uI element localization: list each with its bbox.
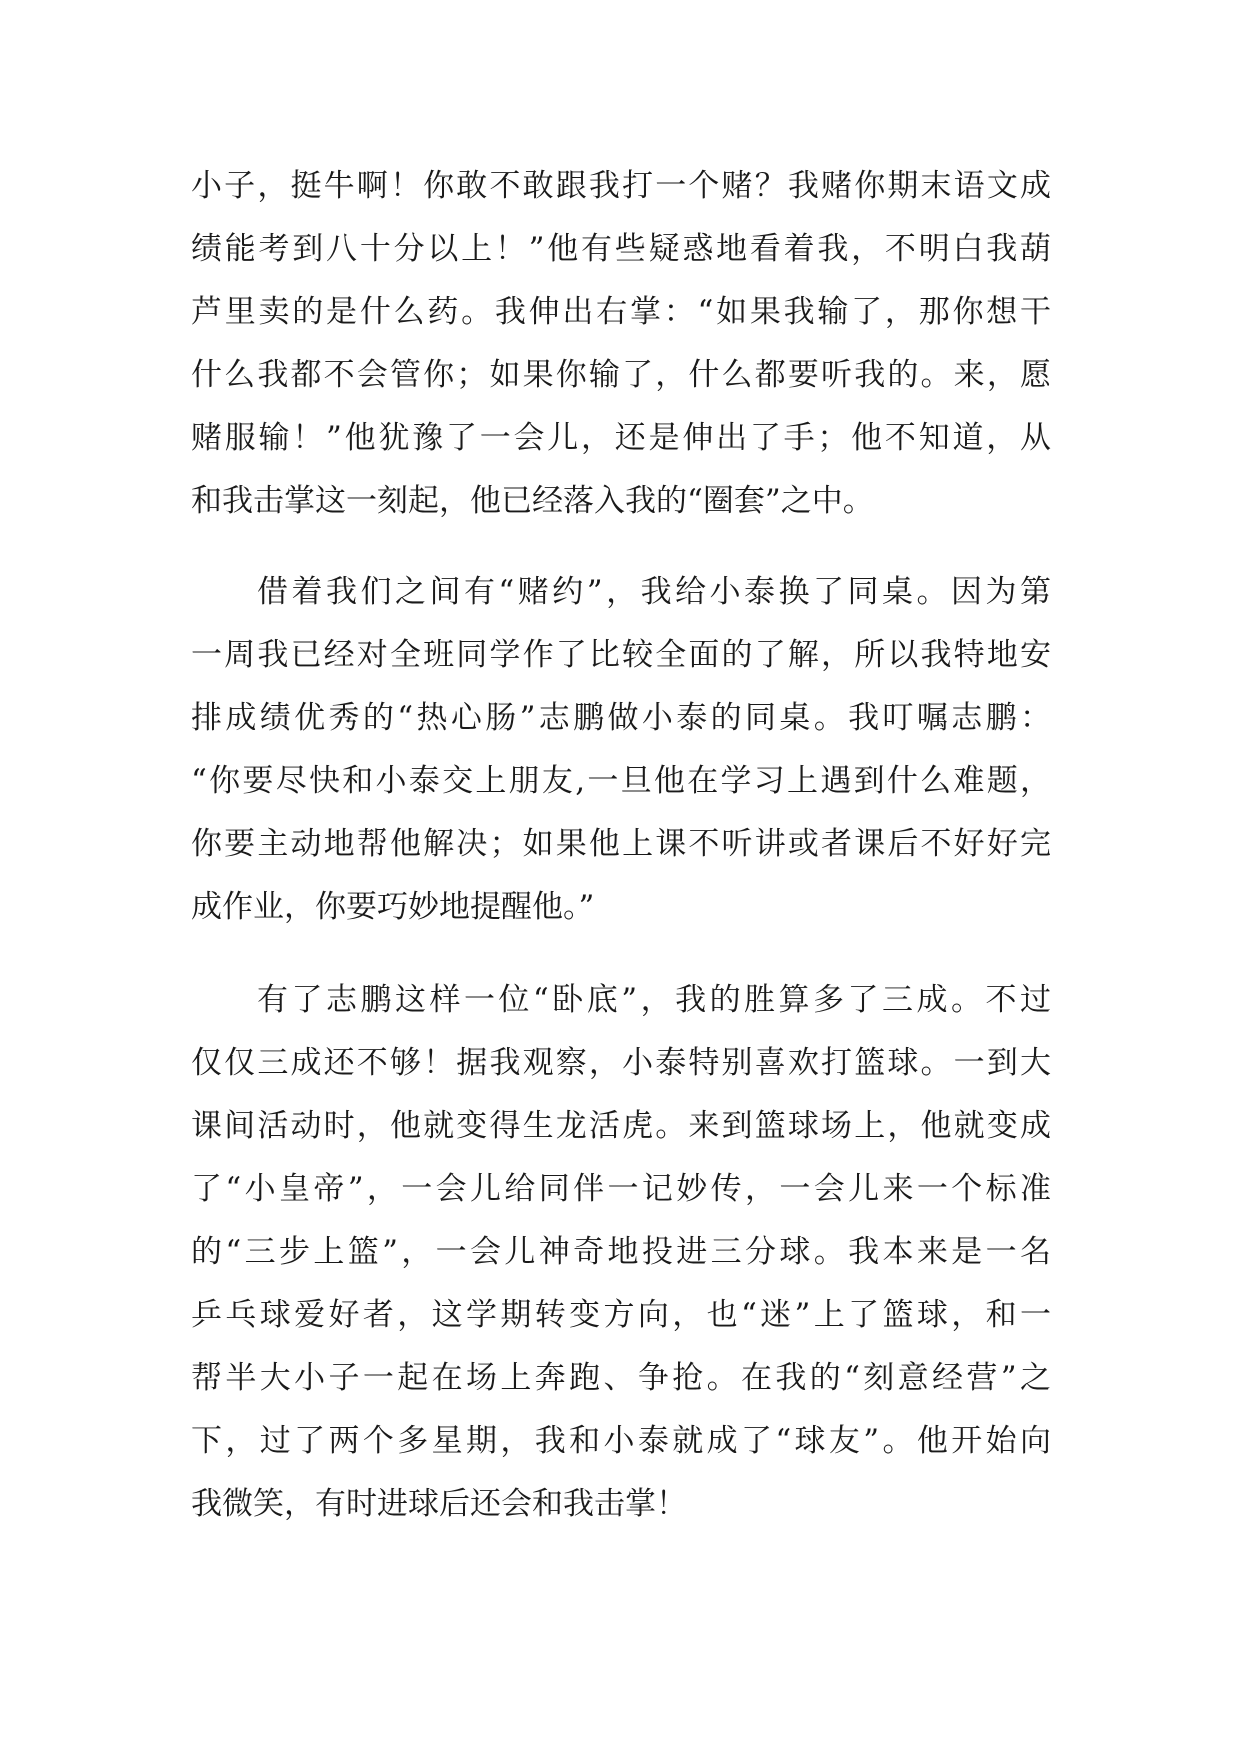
paragraph-line: 我微笑，有时进球后还会和我击掌！ bbox=[191, 1486, 687, 1522]
paragraph-line: 仅仅三成还不够！据我观察，小泰特别喜欢打篮球。一到大 bbox=[191, 1045, 1051, 1081]
paragraph-line: 排成绩优秀的“热心肠”志鹏做小泰的同桌。我叮嘱志鹏： bbox=[191, 700, 1051, 736]
paragraph-line: 课间活动时，他就变得生龙活虎。来到篮球场上，他就变成 bbox=[191, 1108, 1051, 1144]
paragraph-line: 的“三步上篮”，一会儿神奇地投进三分球。我本来是一名 bbox=[191, 1234, 1051, 1270]
paragraph-line: 赌服输！”他犹豫了一会儿，还是伸出了手；他不知道，从 bbox=[191, 420, 1051, 456]
paragraph-line: 绩能考到八十分以上！”他有些疑惑地看着我，不明白我葫 bbox=[191, 231, 1051, 267]
paragraph-first-line: 有了志鹏这样一位“卧底”，我的胜算多了三成。不过 bbox=[257, 982, 1051, 1018]
paragraph-line: 乒乓球爱好者，这学期转变方向，也“迷”上了篮球，和一 bbox=[191, 1297, 1051, 1333]
paragraph-2 bbox=[191, 561, 1051, 939]
paragraph-line: 下，过了两个多星期，我和小泰就成了“球友”。他开始向 bbox=[191, 1423, 1051, 1459]
paragraph-line: 成作业，你要巧妙地提醒他。” bbox=[191, 889, 595, 925]
paragraph-line: 小子，挺牛啊！你敢不敢跟我打一个赌？我赌你期末语文成 bbox=[191, 168, 1051, 204]
paragraph-line: 帮半大小子一起在场上奔跑、争抢。在我的“刻意经营”之 bbox=[191, 1360, 1051, 1396]
paragraph-line: 什么我都不会管你；如果你输了，什么都要听我的。来，愿 bbox=[191, 357, 1051, 393]
paragraph-line: 你要主动地帮他解决；如果他上课不听讲或者课后不好好完 bbox=[191, 826, 1051, 862]
paragraph-first-line: 借着我们之间有“赌约”，我给小泰换了同桌。因为第 bbox=[257, 574, 1051, 610]
paragraph-line: 一周我已经对全班同学作了比较全面的了解，所以我特地安 bbox=[191, 637, 1051, 673]
paragraph-line: 芦里卖的是什么药。我伸出右掌：“如果我输了，那你想干 bbox=[191, 294, 1051, 330]
paragraph-line: “你要尽快和小泰交上朋友,一旦他在学习上遇到什么难题， bbox=[191, 763, 1051, 799]
paragraph-line: 了“小皇帝”，一会儿给同伴一记妙传，一会儿来一个标准 bbox=[191, 1171, 1051, 1207]
paragraph-1 bbox=[191, 155, 1051, 533]
paragraph-line: 和我击掌这一刻起，他已经落入我的“圈套”之中。 bbox=[191, 483, 874, 519]
paragraph-3 bbox=[191, 969, 1051, 1536]
